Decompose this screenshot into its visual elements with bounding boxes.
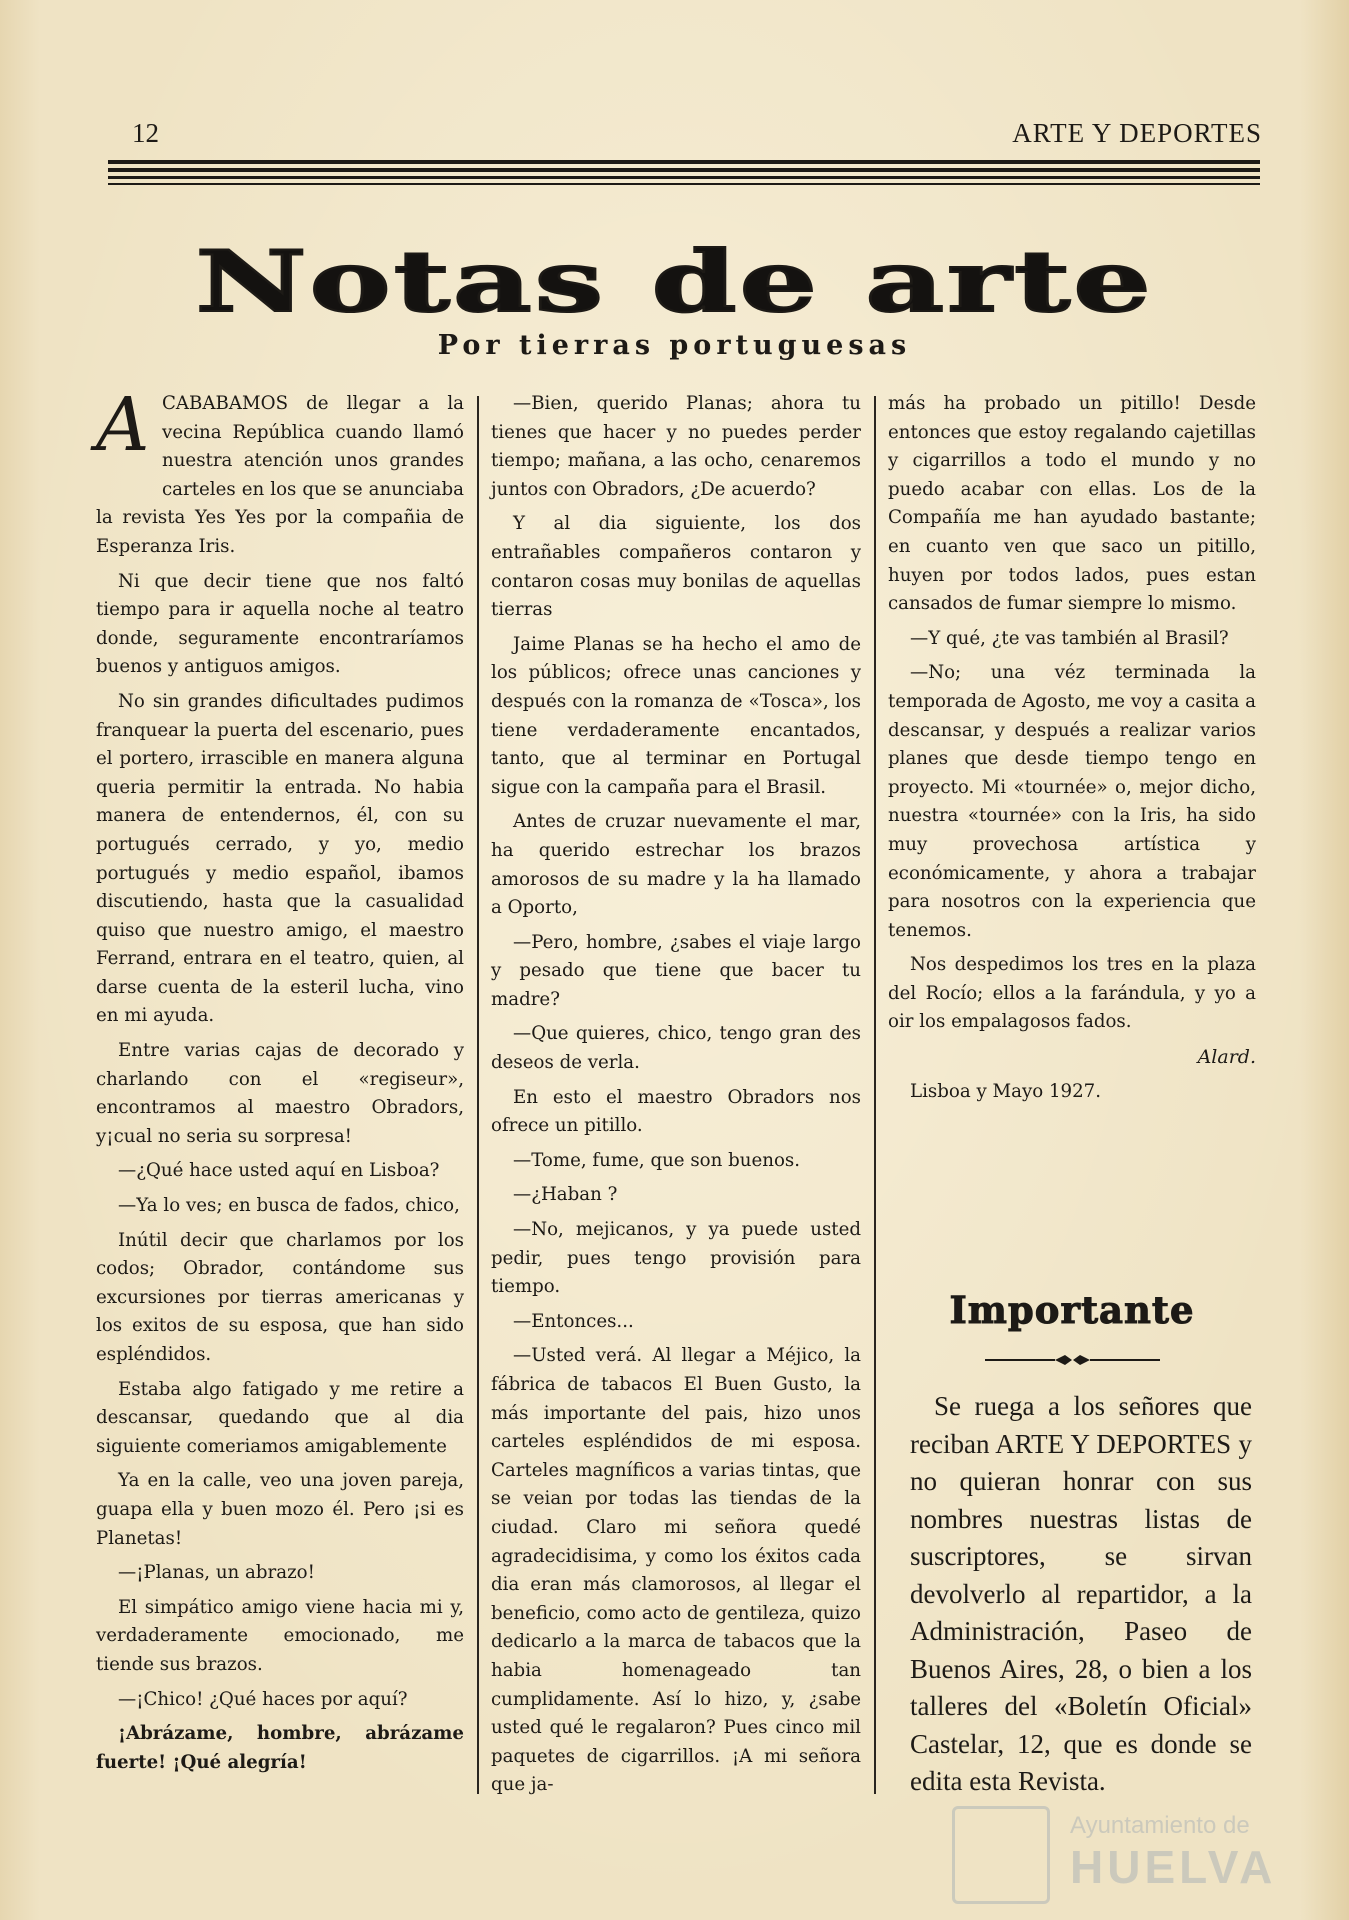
article-paragraph: —Pero, hombre, ¿sabes el viaje largo y pesado que tiene que bacer tu madre? xyxy=(491,931,861,1010)
article-paragraph: Ya en la calle, veo una joven pareja, guapa ella y buen mozo él. Pero ¡si es Planetas! xyxy=(96,1470,464,1549)
header-rules xyxy=(108,160,1260,189)
archive-watermark xyxy=(952,1802,1277,1902)
article-paragraph: El simpático amigo viene hacia mi y, verdaderamente emocionado, me tiende sus brazos. xyxy=(96,1596,464,1675)
dateline: Lisboa y Mayo 1927. xyxy=(910,1080,1102,1102)
article-paragraph: —Tome, fume, que son buenos. xyxy=(513,1149,801,1171)
watermark-line-1: Ayuntamiento de xyxy=(1070,1812,1250,1839)
notice-title: Importante xyxy=(949,1288,1195,1332)
author-signature: Alard. xyxy=(1197,1046,1256,1069)
article-paragraph: —No; una véz terminada la temporada de Agosto, me voy a casita a descansar, y después a realizar varios planes que desde tiempo tengo en proyecto. Mi «tournée» o, mejor dicho, nuestra «tournée» con la Iris, ha sido muy provechosa artística y económicamente, y ahora a trabajar para nosotros con la experiencia que tenemos. xyxy=(888,662,1256,941)
ornament-divider-icon xyxy=(985,1352,1160,1368)
city-seal-icon xyxy=(952,1806,1050,1904)
article-title: Notas de arte xyxy=(195,232,1154,331)
running-head: ARTE Y DEPORTES xyxy=(1012,118,1262,148)
article-paragraph: Ni que decir tiene que nos faltó tiempo para ir aquella noche al teatro donde, seguramente encontraríamos buenos y antiguos amigos. xyxy=(96,570,464,678)
article-paragraph: —No, mejicanos, y ya puede usted pedir, pues tengo provisión para tiempo. xyxy=(491,1219,861,1298)
article-paragraph: Nos despedimos los tres en la plaza del Rocío; ellos a la farándula, y yo a oir los empalagosos fados. xyxy=(888,954,1256,1033)
article-paragraph: Antes de cruzar nuevamente el mar, ha querido estrechar los brazos amorosos de su madre y la ha llamado a Oporto, xyxy=(491,811,861,919)
article-paragraph: —Que quieres, chico, tengo gran des deseos de verla. xyxy=(491,1023,861,1074)
article-paragraph: No sin grandes dificultades pudimos franquear la puerta del escenario, pues el portero, irrascible en manera alguna queria permitir la entrada. No habia manera de entendernos, él, con su portugués cerrado, y yo, medio portugués y medio español, ibamos discutiendo, hasta que la casualidad quiso que nuestro amigo, el maestro Ferrand, entrara en el teatro, quien, al darse cuenta de la esteril lucha, vino en mi ayuda. xyxy=(96,690,464,1027)
page-header xyxy=(132,118,1262,154)
article-paragraph: —Entonces... xyxy=(513,1310,634,1332)
article-paragraph: Jaime Planas se ha hecho el amo de los públicos; ofrece unas canciones y después con la romanza de «Tosca», los tiene verdaderamente encantados, tanto, que al terminar en Portugal sigue con la campaña para el Brasil. xyxy=(491,633,861,798)
article-column-3 xyxy=(888,390,1256,1112)
column-divider xyxy=(477,396,479,1794)
article-paragraph: más ha probado un pitillo! Desde entonces que estoy regalando cajetillas y cigarrillos a todo el mundo y no puedo acabar con ellas. Los de la Compañía me han ayudado bastante; en cuanto ven que saco un pitillo, huyen por todos lados, pues estan cansados de fumar siempre lo mismo. xyxy=(888,393,1256,615)
article-column-1 xyxy=(96,382,464,1783)
notice-body xyxy=(910,1388,1252,1801)
article-paragraph: —¡Planas, un abrazo! xyxy=(118,1562,315,1584)
watermark-line-2: HUELVA xyxy=(1070,1841,1277,1893)
drop-cap: A xyxy=(96,382,150,468)
article-paragraph: —Bien, querido Planas; ahora tu tienes que hacer y no puedes perder tiempo; mañana, a las ocho, cenaremos juntos con Obradors, ¿De acuerdo? xyxy=(491,393,861,500)
article-paragraph: —¿Qué hace usted aquí en Lisboa? xyxy=(118,1160,440,1182)
page-number: 12 xyxy=(132,118,159,148)
column-divider xyxy=(874,396,876,1794)
article-paragraph: Inútil decir que charlamos por los codos; Obrador, contándome sus excursiones por tierras americanas y los exitos de su esposa, que han sido espléndidos. xyxy=(96,1229,464,1365)
article-paragraph: ¡Abrázame, hombre, abrázame fuerte! ¡Qué alegría! xyxy=(96,1723,464,1773)
article-paragraph: —Ya lo ves; en busca de fados, chico, xyxy=(118,1195,460,1217)
article-paragraph: Y al dia siguiente, los dos entrañables compañeros contaron y contaron cosas muy bonilas de aquellas tierras xyxy=(491,513,861,621)
article-paragraph: En esto el maestro Obradors nos ofrece un pitillo. xyxy=(491,1086,861,1137)
article-paragraph: —Y qué, ¿te vas también al Brasil? xyxy=(910,627,1229,649)
article-paragraph: —¡Chico! ¿Qué haces por aquí? xyxy=(118,1688,408,1710)
article-column-2 xyxy=(491,390,861,1806)
article-subtitle: Por tierras portuguesas xyxy=(437,330,912,361)
article-paragraph: —¿Haban ? xyxy=(513,1184,618,1206)
article-paragraph: —Usted verá. Al llegar a Méjico, la fábrica de tabacos El Buen Gusto, la más importante del pais, hizo unos carteles espléndidos de mi esposa. Carteles magníficos a varias tintas, que se veian por todas las tiendas de la ciudad. Claro mi señora quedé agradecidisima, y como los éxitos cada dia eran más clamorosos, al llegar el beneficio, como acto de gentileza, quizo dedicarlo a la marca de tabacos que la habia homenageado tan cumplidamente. Así lo hizo, y, ¿sabe usted qué le regalaron? Pues cinco mil paquetes de cigarrillos. ¡A mi señora que ja- xyxy=(491,1345,861,1796)
article-paragraph: ACABABAMOS de llegar a la vecina República cuando llamó nuestra atención unos grandes carteles en los que se anunciaba la revista Yes Yes por la compañia de Esperanza Iris. xyxy=(96,382,464,557)
article-paragraph: Estaba algo fatigado y me retire a descansar, quedando que al dia siguiente comeriamos amigablemente xyxy=(96,1378,464,1457)
notice-text: Se ruega a los señores que reciban ARTE Y DEPORTES y no quieran honrar con sus nombres nuestras listas de suscriptores, se sirvan devolverlo al repartidor, a la Administración, Paseo de Buenos Aires, 28, o bien a los talleres del «Boletín Oficial» Castelar, 12, que es donde se edita esta Revista. xyxy=(910,1391,1252,1796)
article-paragraph: Entre varias cajas de decorado y charlando con el «regiseur», encontramos al maestro Obradors, y¡cual no seria su sorpresa! xyxy=(96,1040,464,1147)
